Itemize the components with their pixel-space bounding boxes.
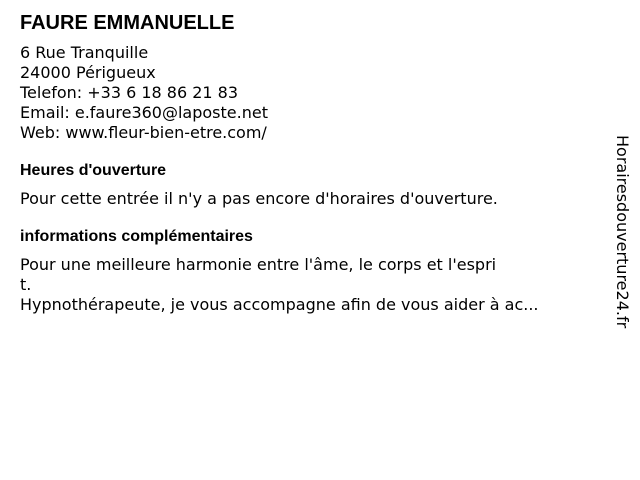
opening-hours-heading: Heures d'ouverture <box>20 162 167 179</box>
address-street: 6 Rue Tranquille <box>20 43 149 62</box>
additional-info-line-3: Hypnothérapeute, je vous accompagne afin de vous aider à ac... <box>20 295 539 314</box>
email-address: Email: e.faure360@laposte.net <box>20 103 268 122</box>
website-link: Web: www.fleur-bien-etre.com/ <box>20 123 267 142</box>
additional-info-heading: informations complémentaires <box>20 228 253 245</box>
additional-info-line-2: t. <box>20 275 32 294</box>
business-card <box>20 11 590 315</box>
business-name: FAURE EMMANUELLE <box>20 12 235 34</box>
opening-hours-text: Pour cette entrée il n'y a pas encore d'horaires d'ouverture. <box>20 189 498 208</box>
site-brand-watermark: Horairesdouverture24.fr <box>613 135 632 329</box>
address-city: 24000 Périgueux <box>20 63 156 82</box>
additional-info-line-1: Pour une meilleure harmonie entre l'âme, le corps et l'espri <box>20 255 497 274</box>
additional-info-text <box>20 255 550 315</box>
phone-number: Telefon: +33 6 18 86 21 83 <box>20 83 239 102</box>
